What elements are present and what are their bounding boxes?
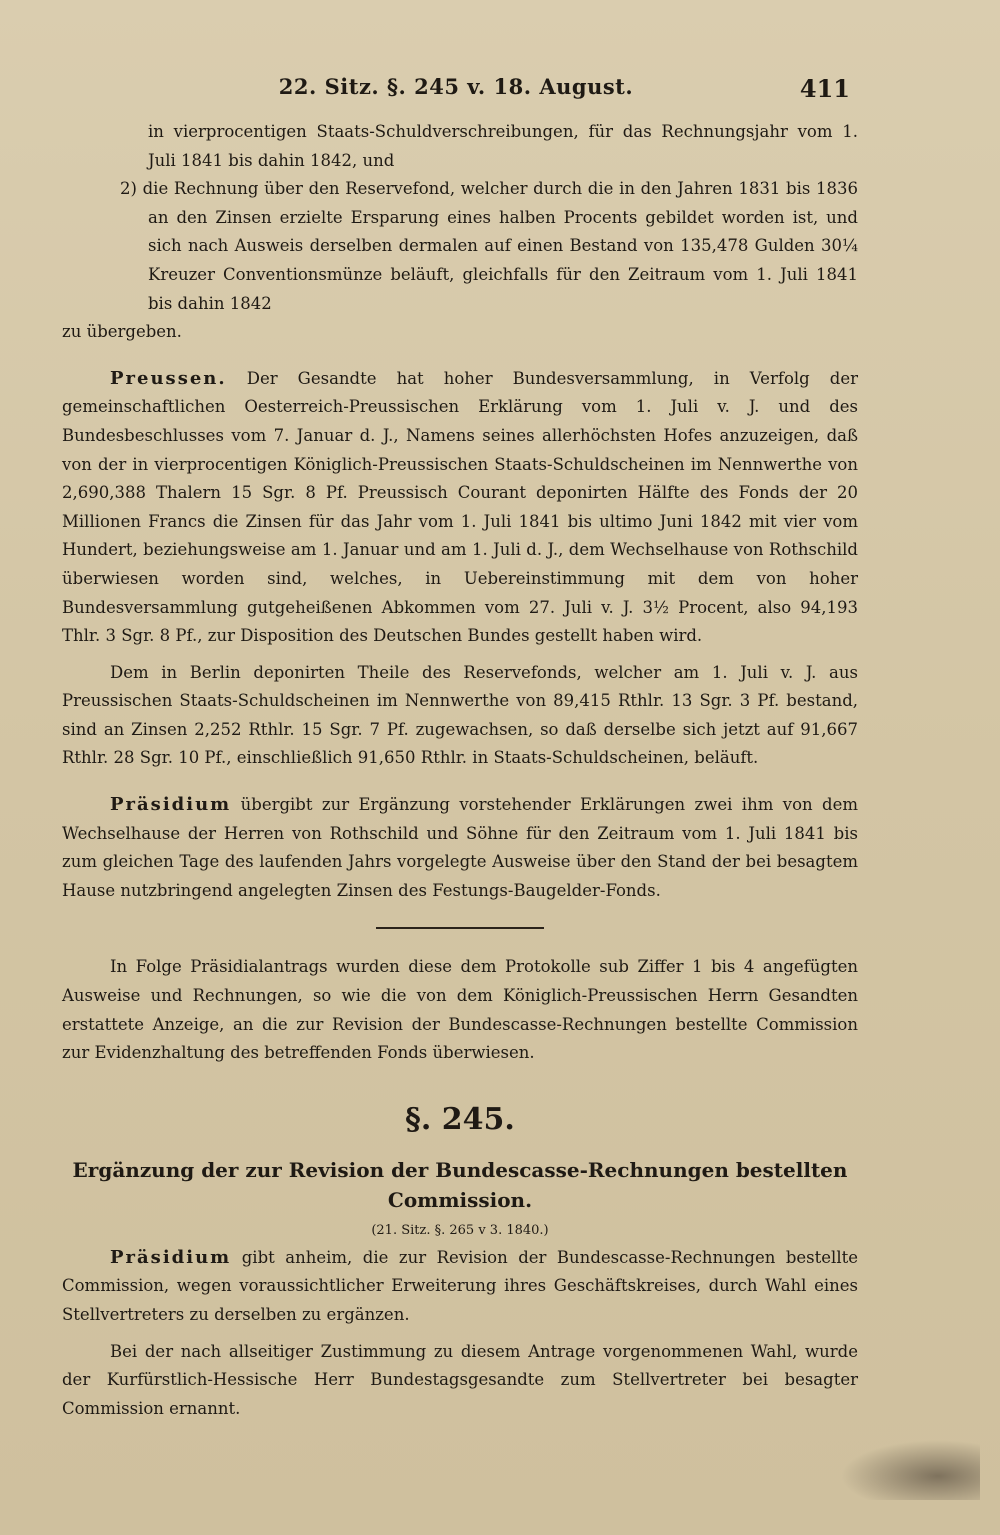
praesidium-text-2: gibt anheim, die zur Revision der Bundescasse-Rechnungen bestellte Commission, wegen voraussichtlicher Erweiterung ihres Geschäftskreises, durch Wahl eines Stellvertreters zu derselben zu ergänzen.	[62, 1247, 858, 1324]
page-smudge	[840, 1440, 980, 1500]
speaker-label-preussen: Preussen.	[110, 367, 227, 389]
paragraph-praesidium-1	[62, 791, 858, 905]
section-title: Ergänzung der zur Revision der Bundescasse-Rechnungen bestellten Commission.	[72, 1157, 848, 1212]
paragraph-preussen	[62, 365, 858, 651]
section-reference: (21. Sitz. §. 265 v 3. 1840.)	[371, 1222, 549, 1238]
speaker-label-praesidium-2: Präsidium	[110, 1246, 232, 1268]
list-item-2: 2) die Rechnung über den Reservefond, welcher durch die in den Jahren 1831 bis 1836 an den Zinsen erzielte Ersparung eines halben Procents gebildet worden ist, und sich nach Ausweis derselben dermalen auf einen Bestand von 135,478 Gulden 30¼ Kreuzer Conventionsmünze beläuft, gleichfalls für den Zeitraum vom 1. Juli 1841 bis dahin 1842	[120, 179, 858, 313]
page-number: 411	[799, 74, 850, 103]
preussen-text: Der Gesandte hat hoher Bundesversammlung, in Verfolg der gemeinschaftlichen Oesterreich-Preussischen Erklärung vom 1. Juli v. J. und des Bundesbeschlusses vom 7. Januar d. J., Namens seines allerhöchsten Hofes anzuzeigen, daß von der in vierprocentigen Königlich-Preussischen Staats-Schuldscheinen im Nennwerthe von 2,690,388 Thalern 15 Sgr. 8 Pf. Preussisch Courant deponirten Hälfte des Fonds der 20 Millionen Francs die Zinsen für das Jahr vom 1. Juli 1841 bis ultimo Juni 1842 mit vier vom Hundert, beziehungsweise am 1. Januar und am 1. Juli d. J., dem Wechselhause von Rothschild überwiesen worden sind, welches, in Uebereinstimmung mit dem von hoher Bundesversammlung gutgeheißenen Abkommen vom 27. Juli v. J. 3½ Procent, also 94,193 Thlr. 3 Sgr. 8 Pf., zur Disposition des Deutschen Bundes gestellt haben wird.	[62, 368, 858, 646]
praesidium-text-1: übergibt zur Ergänzung vorstehender Erklärungen zwei ihm von dem Wechselhause der Herren von Rothschild und Söhne für den Zeitraum vom 1. Juli 1841 bis zum gleichen Tage des laufenden Jahrs vorgelegte Ausweise über den Stand der bei besagtem Hause nutzbringend angelegten Zinsen des Festungs-Baugelder-Fonds.	[62, 795, 858, 900]
page-body	[62, 118, 858, 1423]
speaker-label-praesidium: Präsidium	[110, 794, 232, 816]
paragraph-closing: zu übergeben.	[62, 322, 182, 342]
paragraph-folge: In Folge Präsidialantrags wurden diese dem Protokolle sub Ziffer 1 bis 4 angefügten Ausweise und Rechnungen, so wie die von dem Königlich-Preussischen Herrn Gesandten erstattete Anzeige, an die zur Revision der Bundescasse-Rechnungen bestellte Commission zur Evidenzhaltung des betreffenden Fonds überwiesen.	[62, 957, 858, 1063]
separator-rule	[376, 927, 544, 929]
running-head: 22. Sitz. §. 245 v. 18. August.	[278, 74, 634, 99]
section-number: §. 245.	[405, 1101, 515, 1137]
paragraph-final: Bei der nach allseitiger Zustimmung zu diesem Antrage vorgenommenen Wahl, wurde der Kurfürstlich-Hessische Herr Bundestagsgesandte zum Stellvertreter bei besagter Commission ernannt.	[62, 1341, 858, 1418]
paragraph-berlin: Dem in Berlin deponirten Theile des Reservefonds, welcher am 1. Juli v. J. aus Preussischen Staats-Schuldscheinen im Nennwerthe von 89,415 Rthlr. 13 Sgr. 3 Pf. bestand, sind an Zinsen 2,252 Rthlr. 15 Sgr. 7 Pf. zugewachsen, so daß derselbe sich jetzt auf 91,667 Rthlr. 28 Sgr. 10 Pf., einschließlich 91,650 Rthlr. in Staats-Schuldscheinen, beläuft.	[62, 662, 858, 768]
paragraph-praesidium-2	[62, 1244, 858, 1330]
page-header	[62, 74, 850, 104]
paragraph-continuation: in vierprocentigen Staats-Schuldverschreibungen, für das Rechnungsjahr vom 1. Juli 1841 bis dahin 1842, und	[148, 122, 858, 170]
